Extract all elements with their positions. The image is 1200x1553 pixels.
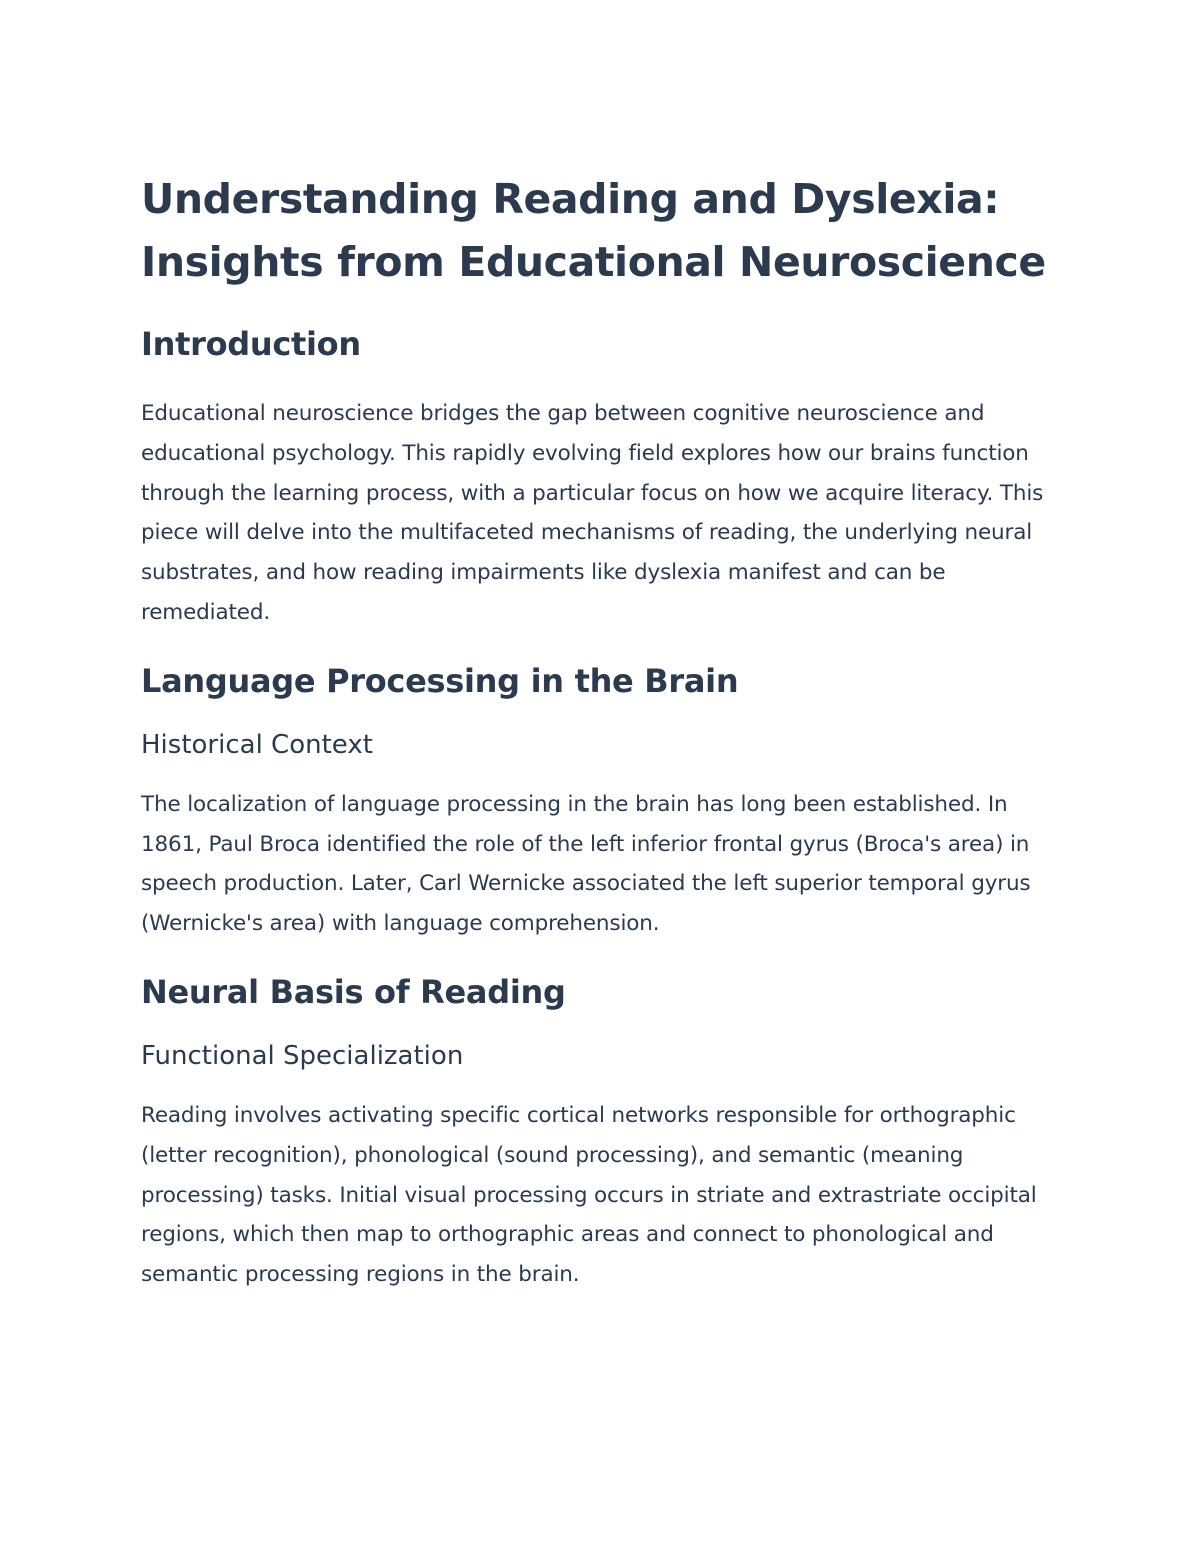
- document-title: Understanding Reading and Dyslexia: Insights from Educational Neuroscience: [141, 175, 1046, 286]
- document-page: [141, 168, 1071, 1295]
- subheading-functional-specialization: Functional Specialization: [141, 1040, 464, 1071]
- introduction-paragraph: Educational neuroscience bridges the gap between cognitive neuroscience and educational psychology. This rapidly evolving field explores how our brains function through the learning process, with a particular focus on how we acquire literacy. This piece will delve into the multifaceted mechanisms of reading, the underlying neural substrates, and how reading impairments like dyslexia manifest and can be remediated.: [141, 401, 1044, 625]
- section-heading-neural-basis: Neural Basis of Reading: [141, 972, 566, 1011]
- section-heading-language-processing: Language Processing in the Brain: [141, 661, 739, 700]
- functional-specialization-paragraph: Reading involves activating specific cortical networks responsible for orthographic (letter recognition), phonological (sound processing), and semantic (meaning processing) tasks. Initial visual processing occurs in striate and extrastriate occipital regions, which then map to orthographic areas and connect to phonological and semantic processing regions in the brain.: [141, 1102, 1037, 1288]
- subheading-historical-context: Historical Context: [141, 729, 373, 760]
- historical-context-paragraph: The localization of language processing in the brain has long been established. In 1861, Paul Broca identified the role of the left inferior frontal gyrus (Broca's area) in speech production. Later, Carl Wernicke associated the left superior temporal gyrus (Wernicke's area) with language comprehension.: [141, 791, 1031, 937]
- section-heading-introduction: Introduction: [141, 325, 361, 363]
